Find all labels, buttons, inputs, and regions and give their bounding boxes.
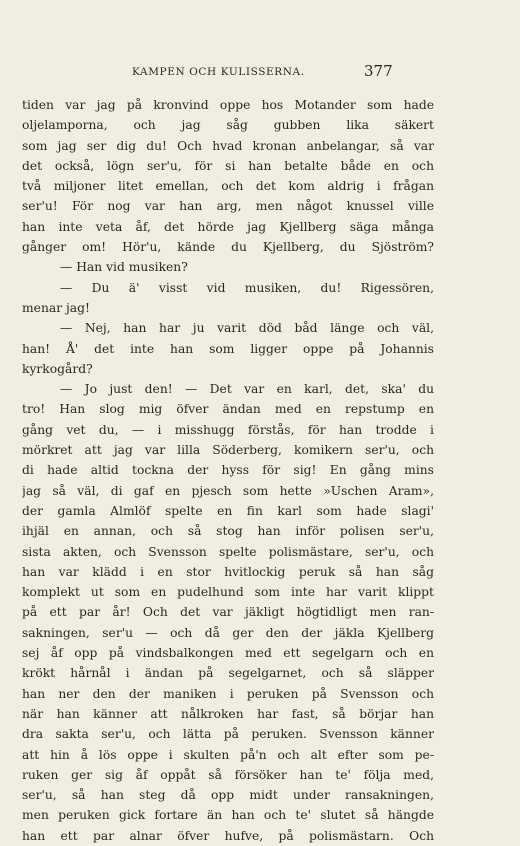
text-line: att hin å lös oppe i skulten på'n och alt efter som pe- <box>22 747 434 762</box>
text-line: men peruken gick fortare än han och te' slutet så hängde <box>22 808 434 823</box>
text-line: det också, lögn ser'u, för si han betalte både en och <box>22 158 434 173</box>
text-line: sakningen, ser'u — och då ger den der jäkla Kjellberg <box>22 625 434 640</box>
text-line: jag så väl, di gaf en pjesch som hette »Uschen Aram», <box>22 483 434 498</box>
text-line: — Nej, han har ju varit död båd länge och väl, <box>60 321 434 336</box>
text-line: dra sakta ser'u, och lätta på peruken. Svensson känner <box>22 727 434 742</box>
text-line: di hade altid tockna der hyss för sig! En gång mins <box>22 463 434 478</box>
text-line: sej åf opp på vindsbalkongen med ett segelgarn och en <box>22 646 434 661</box>
text-line: han! Å' det inte han som ligger oppe på Johannis <box>22 341 434 356</box>
text-line: ser'u, så han steg då opp midt under ransakningen, <box>22 788 434 803</box>
text-line: der gamla Almlöf spelte en fin karl som hade slagi' <box>22 503 434 518</box>
text-line: tiden var jag på kronvind oppe hos Motander som hade <box>22 98 434 112</box>
text-line: som jag ser dig du! Och hvad kronan anbelangar, så var <box>22 138 434 153</box>
text-line: tro! Han slog mig öfver ändan med en repstump en <box>22 402 434 417</box>
text-line: när han känner att nålkroken har fast, så börjar han <box>22 706 434 721</box>
text-line: — Du ä' visst vid musiken, du! Rigessören, <box>60 280 434 295</box>
text-line: han var klädd i en stor hvitlockig peruk så han såg <box>22 564 434 579</box>
text-line: gånger om! Hör'u, kände du Kjellberg, du Sjöström? <box>22 240 434 255</box>
text-line: krökt hårnål i ändan på segelgarnet, och så släpper <box>22 666 434 681</box>
text-line: gång vet du, — i misshugg förstås, för han trodde i <box>22 422 434 437</box>
text-line: — Jo just den! — Det var en karl, det, ska' du <box>60 382 434 397</box>
running-head: KAMPEN OCH KULISSERNA. <box>132 66 305 78</box>
text-line: ser'u! För nog var han arg, men något knussel ville <box>22 199 434 214</box>
text-line: sista akten, och Svensson spelte polismästare, ser'u, och <box>22 544 434 559</box>
text-line: menar jag! <box>22 300 90 315</box>
text-line: oljelamporna, och jag såg gubben lika säkert <box>22 118 434 133</box>
text-line: han ner den der maniken i peruken på Svensson och <box>22 686 434 701</box>
text-line: mörkret att jag var lilla Söderberg, komikern ser'u, och <box>22 443 434 458</box>
page-number: 377 <box>364 62 393 80</box>
text-line: ihjäl en annan, och så stog han inför polisen ser'u, <box>22 524 434 539</box>
text-line: på ett par år! Och det var jäkligt högtidligt men ran- <box>22 605 434 620</box>
page-header <box>0 62 520 82</box>
text-line: han inte veta åf, det hörde jag Kjellberg säga många <box>22 219 434 234</box>
text-line: ruken ger sig åf oppåt så försöker han te' följa med, <box>22 767 434 782</box>
text-line: han ett par alnar öfver hufve, på polismästarn. Och <box>22 828 434 843</box>
text-line: kyrkogård? <box>22 361 93 376</box>
body-text <box>22 95 434 846</box>
text-line: komplekt ut som en pudelhund som inte har varit klippt <box>22 585 434 600</box>
text-line: två miljoner litet emellan, och det kom aldrig i frågan <box>22 179 434 194</box>
text-line: — Han vid musiken? <box>60 260 188 275</box>
